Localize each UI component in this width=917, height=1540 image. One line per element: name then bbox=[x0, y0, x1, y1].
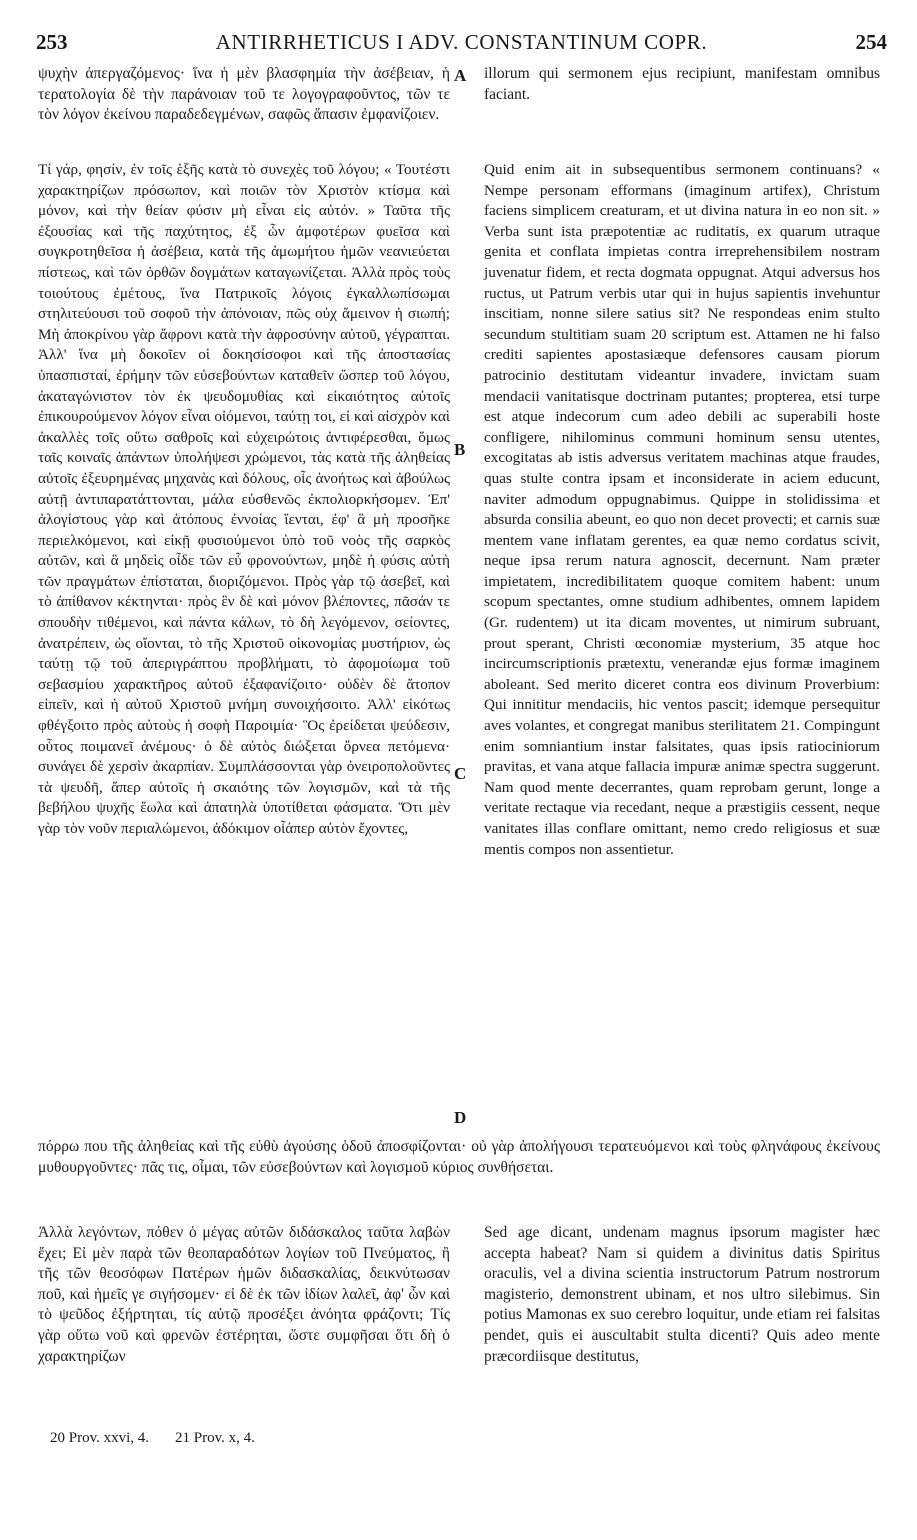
greek-column-bottom bbox=[38, 1223, 450, 1367]
section-marker-d: D bbox=[454, 1108, 467, 1127]
section-marker-c: C bbox=[454, 764, 467, 783]
greek-column-main bbox=[38, 160, 450, 840]
footnote-21: 21 Prov. x, 4. bbox=[175, 1430, 255, 1446]
latin-column-top bbox=[484, 64, 880, 105]
greek-paragraph-3: Ἀλλὰ λεγόντων, πόθεν ὁ μέγας αὐτῶν διδάσκαλος ταῦτα λαβὼν ἔχει; Εἰ μὲν παρὰ τῶν θεοπαραδότων λογίων τοῦ Πνεύματος, ἢ τῆς τῶν θεοσόφων Πατέρων ἡμῶν διδασκαλίας, δεικνύτωσαν ποῦ, καὶ ἡμεῖς γε σιγήσομεν· εἰ δὲ ἐκ τῶν ἰδίων λαλεῖ, ἀφ' ὧν καὶ τὸ ψεῦδος ἐξήρτηται, τίς αὐτῷ προσέξει ἀνόητα φράζοντι; Τίς γὰρ οὕτω νοῦ καὶ φρενῶν ἐστέρηται, ὥστε συμφῆσαι ὅτι δὴ ὁ χαρακτηρίζων bbox=[38, 1224, 450, 1365]
running-title: ANTIRRHETICUS I ADV. CONSTANTINUM COPR. bbox=[215, 30, 708, 54]
running-header bbox=[36, 30, 887, 60]
greek-column-top bbox=[38, 64, 450, 126]
full-width-greek-line bbox=[38, 1137, 880, 1178]
page-number-right: 254 bbox=[855, 30, 887, 54]
latin-paragraph-3: Sed age dicant, undenam magnus ipsorum magister hæc accepta habeat? Nam si quidem a divinitus datis Spiritus oraculis, vel a divina scientia instructorum Patrum nostrorum magisterio, demonstrent ubinam, et nos ultro silebimus. Sin potius Mamonas ex suo cerebro loquitur, unde etiam rei falsitas pendet, quis ei auscultabit stulta dicenti? Quis adeo mente præcordiisque destitutus, bbox=[484, 1224, 880, 1365]
footnote-20: 20 Prov. xxvi, 4. bbox=[50, 1430, 150, 1446]
section-marker-b: B bbox=[454, 440, 466, 459]
footnotes bbox=[50, 1430, 255, 1447]
latin-column-bottom bbox=[484, 1223, 880, 1367]
section-marker-a: A bbox=[454, 66, 467, 85]
latin-paragraph-1: illorum qui sermonem ejus recipiunt, manifestam omnibus faciant. bbox=[484, 65, 880, 103]
full-width-paragraph: πόρρω που τῆς ἀληθείας καὶ τῆς εὐθὺ ἀγούσης ὁδοῦ ἀποσφίζονται· οὐ γὰρ ἀπολήγουσι τερατευόμενοι καὶ τοὺς φληνάφους ἐκείνους μυθουργοῦντες· πᾶς τις, οἶμαι, τῶν εὐσεβούντων καὶ λογισμοῦ κύριος συνθήσεται. bbox=[38, 1138, 880, 1176]
greek-paragraph-1: ψυχὴν ἀπεργαζόμενος· ἵνα ἡ μὲν βλασφημία τὴν ἀσέβειαν, ἡ τερατολογία δὲ τὴν παράνοιαν τοῦ τε λογογραφοῦντος, τῶν τε τὸν λόγον ἐκείνου παραδεδεγμένων, σαφῶς ἅπασιν ἐμφανίζοιεν. bbox=[38, 65, 450, 124]
greek-paragraph-2: Τί γάρ, φησίν, ἐν τοῖς ἑξῆς κατὰ τὸ συνεχὲς τοῦ λόγου; « Τουτέστι χαρακτηρίζων πρόσωπον, καὶ ποιῶν τὸν Χριστὸν κτίσμα καὶ μόνον, καὶ τὴν θείαν φύσιν μὴ εἶναι εἰς αὐτόν. » Ταῦτα τῆς ἐξουσίας καὶ τῆς παχύτητος, ἐξ ὧν ἀμφοτέρων φυεῖσα καὶ συγκροτηθεῖσα ἡ ἀσέβεια, κατὰ τῆς ἀμωμήτου ἡμῶν νεανιεύεται πίστεως, καὶ τῶν ὀρθῶν δογμάτων καταγωνίζεται. Ἀλλὰ πρὸς τοὺς τοιούτους ἐμέτους, ἵνα Πατρικοῖς λόγοις ἐγκαλλωπίσωμαι στηλιτεύουσι τοῦ σοφοῦ τὴν ἀπόνοιαν, πῶς οὐχ ἄμεινον ἡ σιωπή; Μὴ ἀποκρίνου γὰρ ἄφρονι κατὰ τὴν ἀφροσύνην αὐτοῦ, γέγραπται. Ἀλλ' ἵνα μὴ δοκοῖεν οἱ δοκησίσοφοι καὶ τῆς ἀποστασίας ὑπασπισταί, ἐρήμην τῶν εὐσεβούντων καταθεῖν ὥσπερ τοῦ λόγου, ἀκαταγώνιστον τὸν ἐκ ψευδομυθίας καὶ εἰκαιότητος αὐτοῖς ἐπικουρούμενον λόγον εἶναι οἰόμενοι, ταύτῃ τοι, εἰ καὶ αἰσχρὸν καὶ ἀκαλλὲς τοῖς οὕτω σαθροῖς καὶ εὐχειρώτοις ἀντιφέρεσθαι, ὅμως ταῖς κοιναῖς ἁπάντων ὑπολήψεσι χρώμενοι, τὰς κατὰ τῆς ἀληθείας αὐτοῖς ἐξευρημένας μηχανὰς καὶ δόλους, οἷς ἀνοήτως καὶ ἀβούλως αὐτῇ ἀντιπαρατάττονται, μάλα εὐσθενῶς ἐκπολιορκήσομεν. Ἐπ' ἀλογίστους γὰρ καὶ ἀτόπους ἐννοίας ἵενται, ἐφ' ἃ μὴ προσῆκε περιελκόμενοι, καὶ εἰκῇ φυσιούμενοι ὑπὸ τοῦ νοὸς τῆς σαρκὸς αὐτῶν, καὶ ἃ μηδεὶς οἶδε τῶν εὖ φρονούντων, μηδὲ ἡ φύσις αὐτὴ τῶν πραγμάτων ἐπίσταται, διοριζόμενοι. Πρὸς γὰρ τῷ ἀσεβεῖ, καὶ τὸ ἀπίθανον κέκτηνται· πρὸς ἓν δὲ καὶ μόνον βλέποντες, πᾶσάν τε σπουδὴν τιθέμενοι, καὶ πάντα κάλων, τὸ δὴ λεγόμενον, σείοντες, ἀνατρέπειν, ὡς οἴονται, τὸ τῆς Χριστοῦ οἰκονομίας μυστήριον, ὡς ταύτῃ τῷ τοῦ ἀπεριγράπτου προβλήματι, τὸ ἀφομοίωμα τοῦ σεβασμίου χαρακτῆρος αὐτοῦ ἐξαφανίζοιτο· οὐδὲν δὲ ἄτοπον εἰπεῖν, καὶ ἡ αὐτοῦ Χριστοῦ μνήμη συνοιχήσοιτο. Ἀλλ' εἰκότως φθέγξοιτο πρὸς αὐτοὺς ἡ σοφὴ Παροιμία· Ὃς ἐρείδεται ψεύδεσιν, οὗτος ποιμανεῖ ἀνέμους· ὁ δὲ αὐτὸς διώξεται ὄρνεα πετόμενα· συνάγει δὲ χερσὶν ἀκαρπίαν. Συμπλάσσονται γὰρ ὀνειροπολοῦντες τὰ ψευδῆ, ἅπερ αὐτοῖς ἡ σκαιότης τῶν λογισμῶν, καὶ τὰ τῆς βεβήλου ψυχῆς ἕωλα καὶ ἀπατηλὰ ὑποτίθεται φάσματα. Ὅτι μὲν γὰρ τὸν νοῦν περιαλώμενοι, ἀδόκιμον οἷάπερ αὐτὸν ἔχοντες, bbox=[38, 161, 450, 837]
latin-paragraph-2: Quid enim ait in subsequentibus sermonem continuans? « Nempe personam efformans (imaginum artifex), Christum faciens simplicem creaturam, et ut divina natura in eo non sit. » Verba sunt ista præpotentiæ ac ruditatis, ex quarum utraque genita et conflata impietas contra irreprehensibilem nostram juvenatur fidem, et recta dogmata oppugnat. Atqui adversus hos ructus, ut Patrum verbis utar qui in hujus sapientis invehuntur inscitiam, nonne silere satius sit? Ne respondeas enim stulto secundum stultitiam suam 20 scriptum est. Attamen ne hi falso crediti sapientes apostasiæque defensores causam piorum patrocinio destitutam videantur invadere, invictam suam mendacii vanitatisque doctrinam putantes; propterea, etsi turpe est atque indecorum cum adeo debili ac superabili hoste confligere, nihilominus communi hominum sensu utentes, excogitatas ab istis adversus veritatem machinas atque fraudes, quas stulte contra ipsam et inconsiderate in aciem educunt, naviter admodum oppugnabimus. Quippe in stolidissima et absurda consilia abeunt, eo quo non decet provecti; et carnis suæ mentem vane inflatam gerentes, ea quæ nemo cordatus scivit, neque ipsa rerum natura agnoscit, decernunt. Nam præter impietatem, incredibilitatem quoque comitem habent: unum scopum spectantes, omne studium adhibentes, omnem lapidem (Gr. rudentem) ut ita dicam moventes, ut nimirum subruant, prout sperant, Christi œconomiæ mysterium, 35 atque hoc incircumscriptionis prætextu, venerandæ ejus formæ imaginem aboleant. Sed merito diceret contra eos divinum Proverbium: Qui innititur mendaciis, hic ventos pascit; idemque persequitur aves volantes, et congregat manibus sterilitatem 21. Compingunt enim somniantium instar falsitates, quas ipsis ratiociniorum pravitas, et vana atque fallacia impuræ animæ spectra suggerunt. Nam quod mente decerrantes, quam reprobam gerunt, longe a veritate rectaque via recedant, neque a præstigiis cessent, neque vanitates illas conflare omittant, nemo credo religiosus et suæ mentis compos non assentietur. bbox=[484, 161, 880, 858]
page-number-left: 253 bbox=[36, 30, 68, 54]
latin-column-main bbox=[484, 160, 880, 860]
